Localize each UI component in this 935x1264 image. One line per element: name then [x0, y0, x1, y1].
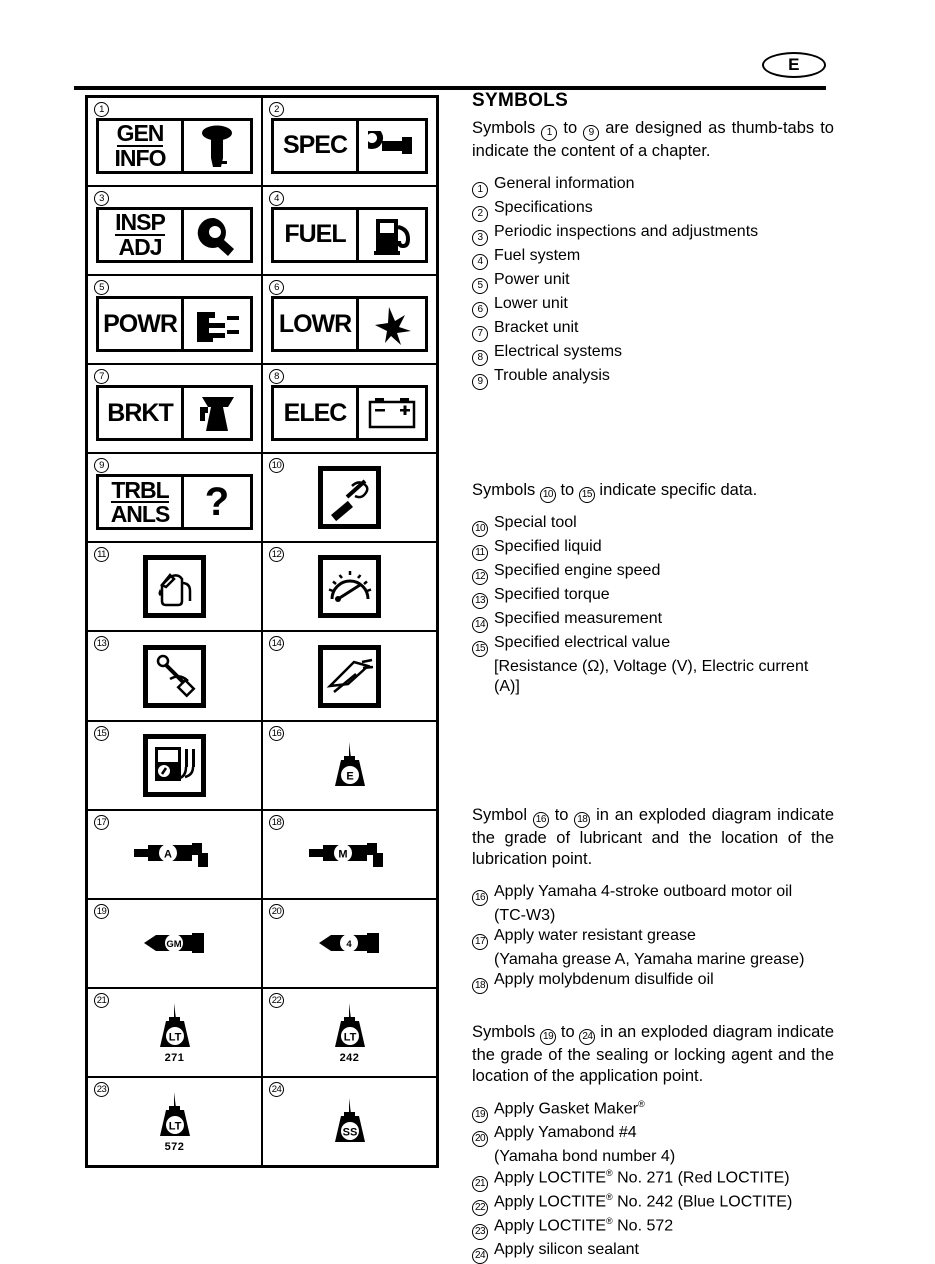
circled-number-1: 1: [541, 125, 557, 141]
thumb-tab-5[interactable]: [96, 296, 253, 352]
specific-data-symbol-list: [472, 513, 834, 657]
sealant-symbol-list: [472, 1099, 834, 1263]
symbol-grid-row: [88, 454, 436, 543]
list-label: Periodic inspections and adjustments: [494, 222, 759, 240]
intro-sealant-paragraph: [472, 1022, 834, 1087]
symbol-cell-number: 19: [94, 904, 109, 919]
symbol-cell-number: 11: [94, 547, 109, 562]
circled-number-21: 21: [472, 1176, 488, 1192]
intro-tail: are designed as thumb-tabs to indicate the content of a chapter.: [472, 119, 834, 160]
list-label: Apply Gasket Maker®: [494, 1099, 645, 1118]
list-marker: [472, 1099, 494, 1123]
thumb-tab-label: [274, 210, 359, 260]
chapter-symbol-list: [472, 174, 834, 390]
symbol-cell-number: 24: [269, 1082, 284, 1097]
list-label: Apply molybdenum disulfide oil: [494, 971, 714, 989]
torque-wrench-icon: [143, 645, 206, 708]
circled-number-15: 15: [472, 641, 488, 657]
circled-number-9: 9: [472, 374, 488, 390]
list-label: Trouble analysis: [494, 366, 610, 384]
chapter-symbol-item: [472, 246, 834, 270]
symbol-cell-number: 14: [269, 636, 284, 651]
chapter-symbol-item: [472, 318, 834, 342]
list-marker: [472, 294, 494, 318]
specific-lead: Symbols: [472, 480, 536, 499]
symbol-cell-3[interactable]: [88, 187, 263, 274]
circled-number-6: 6: [472, 302, 488, 318]
circled-number-1: 1: [472, 182, 488, 198]
list-label: Special tool: [494, 513, 577, 531]
electrical-value-note-line1: [Resistance (Ω), Voltage (V), Electric current: [494, 657, 809, 675]
sealant-symbol-item: [472, 1099, 834, 1123]
list-label: Fuel system: [494, 246, 581, 264]
circled-number-13: 13: [472, 593, 488, 609]
svg-text:SS: SS: [342, 1126, 357, 1139]
specific-data-symbol-item: [472, 633, 834, 657]
symbol-cell-number: 17: [94, 815, 109, 830]
symbol-cell-number: 15: [94, 726, 109, 741]
circled-number-19: 19: [540, 1029, 556, 1045]
circled-number-16: 16: [533, 812, 549, 828]
sealant-symbol-sub-label: (Yamaha bond number 4): [494, 1148, 676, 1166]
symbol-grid-row: [88, 276, 436, 365]
thumb-tab-8[interactable]: [271, 385, 428, 441]
svg-text:A: A: [163, 848, 172, 861]
intro-to-word: to: [563, 119, 578, 137]
list-marker: [472, 882, 494, 906]
chapter-symbol-item: [472, 174, 834, 198]
symbol-cell-number: 22: [269, 993, 284, 1008]
list-label: Electrical systems: [494, 342, 623, 360]
oil-can-icon: [143, 555, 206, 618]
circled-number-14: 14: [472, 617, 488, 633]
circled-number-18: 18: [472, 978, 488, 994]
outboard-motor-icon: [184, 121, 250, 171]
circled-number-10: 10: [472, 521, 488, 537]
symbol-cell-number: 9: [94, 458, 109, 473]
language-badge: [762, 52, 826, 78]
list-marker: [472, 633, 494, 657]
intro-chapters-paragraph: [472, 118, 834, 162]
micrometer-icon: [359, 121, 425, 171]
symbol-cell-number: 12: [269, 547, 284, 562]
list-marker: [472, 318, 494, 342]
thumb-tab-label: [274, 121, 359, 171]
intro-specific-data-paragraph: [472, 480, 834, 503]
bracket-icon: [184, 388, 250, 438]
symbol-cell-number: 2: [269, 102, 284, 117]
list-marker: [472, 1123, 494, 1147]
thumb-tab-label: [99, 388, 184, 438]
symbol-grid-row: [88, 989, 436, 1078]
thumb-tab-label-line: ANLS: [110, 500, 170, 527]
symbol-cell-24[interactable]: [263, 1078, 436, 1165]
lubricant-lead: Symbol: [472, 806, 528, 825]
thumb-tab-6[interactable]: [271, 296, 428, 352]
special-tool-icon: [318, 466, 381, 529]
symbol-cell-13[interactable]: [88, 632, 263, 719]
list-marker: [472, 513, 494, 537]
list-label: Lower unit: [494, 294, 568, 312]
symbol-grid-row: [88, 900, 436, 989]
thumb-tab-label-line: FUEL: [284, 220, 346, 249]
circled-number-12: 12: [472, 569, 488, 585]
lubricant-code-label: 572: [164, 1140, 185, 1153]
chapter-symbol-item: [472, 342, 834, 366]
list-marker: [472, 1240, 494, 1264]
symbol-cell-2[interactable]: [263, 98, 436, 185]
symbol-cell-number: 10: [269, 458, 284, 473]
symbol-cell-6[interactable]: [263, 276, 436, 363]
symbol-cell-22[interactable]: [263, 989, 436, 1076]
symbol-cell-number: 23: [94, 1082, 109, 1097]
symbol-cell-number: 4: [269, 191, 284, 206]
list-label: Apply water resistant grease: [494, 927, 696, 945]
grease-gun-icon: [307, 837, 393, 871]
list-marker: [472, 537, 494, 561]
registered-mark: ®: [606, 1167, 613, 1178]
lubricant-symbol-sub-label: (Yamaha grease A, Yamaha marine grease): [494, 951, 805, 969]
list-marker: [472, 198, 494, 222]
engine-icon: [184, 299, 250, 349]
language-badge-label: E: [788, 55, 800, 74]
specific-data-symbol-item: [472, 585, 834, 609]
thumb-tab-label-line: ADJ: [118, 233, 162, 260]
chapter-symbol-item: [472, 222, 834, 246]
lubricant-code-label: 271: [164, 1051, 185, 1064]
circled-number-23: 23: [472, 1224, 488, 1240]
oiler-bottle-icon: [327, 740, 373, 790]
symbol-grid-row: [88, 365, 436, 454]
svg-text:4: 4: [345, 939, 352, 951]
specific-data-symbol-item: [472, 537, 834, 561]
list-label: Apply Yamabond #4: [494, 1124, 637, 1142]
symbol-grid: [85, 95, 439, 1168]
list-marker: [472, 926, 494, 950]
symbol-grid-row: [88, 98, 436, 187]
lubricant-to-word: to: [554, 806, 569, 825]
list-label: General information: [494, 174, 635, 192]
lubricant-code-label: 242: [339, 1051, 360, 1064]
circled-number-9: 9: [583, 125, 599, 141]
loctite-bottle-icon: [327, 1001, 373, 1064]
registered-mark: ®: [606, 1215, 613, 1226]
thumb-tab-label: [274, 299, 359, 349]
sealant-symbol-item: [472, 1192, 834, 1216]
list-label: Apply LOCTITE® No. 572: [494, 1215, 674, 1234]
battery-icon: [359, 388, 425, 438]
lubricant-symbol-item: [472, 970, 834, 994]
thumb-tab-label-line: INSP: [115, 209, 165, 236]
chapter-symbol-item: [472, 270, 834, 294]
thumb-tab-label-line: INFO: [114, 144, 166, 171]
symbol-grid-row: [88, 722, 436, 811]
thumb-tab-1[interactable]: [96, 118, 253, 174]
list-label: Apply LOCTITE® No. 242 (Blue LOCTITE): [494, 1191, 793, 1210]
list-marker: [472, 174, 494, 198]
circled-number-2: 2: [472, 206, 488, 222]
list-marker: [472, 222, 494, 246]
list-marker: [472, 970, 494, 994]
wrench-icon: [184, 210, 250, 260]
svg-text:M: M: [337, 848, 348, 861]
loctite-bottle-icon: [152, 1001, 198, 1064]
list-label: Bracket unit: [494, 318, 579, 336]
symbol-cell-number: 13: [94, 636, 109, 651]
loctite-bottle-icon: [152, 1090, 198, 1153]
question-mark-icon: ?: [204, 479, 230, 524]
symbols-text-column: [472, 90, 834, 1264]
svg-text:LT: LT: [168, 1120, 181, 1133]
symbol-cell-17[interactable]: [88, 811, 263, 898]
symbol-cell-21[interactable]: [88, 989, 263, 1076]
lubricant-tail: in an exploded diagram indicate the grade of lubricant and the location of the lubrication point.: [472, 806, 835, 869]
thumb-tab-label-line: GEN: [116, 120, 164, 147]
specific-data-symbol-item: [472, 609, 834, 633]
page-title: SYMBOLS: [472, 90, 569, 111]
grease-gun-icon: [132, 837, 218, 871]
caliper-icon: [318, 645, 381, 708]
electrical-value-note-line2: (A)]: [494, 678, 520, 696]
symbol-cell-23[interactable]: [88, 1078, 263, 1165]
circled-number-5: 5: [472, 278, 488, 294]
thumb-tab-label: [274, 388, 359, 438]
list-marker: [472, 1216, 494, 1240]
circled-number-24: 24: [472, 1248, 488, 1264]
multimeter-icon: [143, 734, 206, 797]
symbol-cell-number: 21: [94, 993, 109, 1008]
circled-number-16: 16: [472, 890, 488, 906]
fuel-pump-icon: [359, 210, 425, 260]
symbol-grid-row: [88, 187, 436, 276]
symbol-cell-9[interactable]: [88, 454, 263, 541]
intro-lubricant-paragraph: [472, 805, 834, 870]
sealant-tube-icon: [140, 927, 210, 959]
circled-number-22: 22: [472, 1200, 488, 1216]
list-marker: [472, 1168, 494, 1192]
spacer: [472, 697, 834, 805]
list-marker: [472, 561, 494, 585]
symbol-cell-5[interactable]: [88, 276, 263, 363]
circled-number-4: 4: [472, 254, 488, 270]
symbol-cell-8[interactable]: [263, 365, 436, 452]
specific-data-symbol-item: [472, 561, 834, 585]
sealant-symbol-item: [472, 1123, 834, 1147]
circled-number-15: 15: [579, 487, 595, 503]
symbol-cell-number: 1: [94, 102, 109, 117]
symbol-cell-number: 3: [94, 191, 109, 206]
sealant-tube-icon: [315, 927, 385, 959]
thumb-tab-9[interactable]: [96, 474, 253, 530]
symbol-cell-number: 18: [269, 815, 284, 830]
thumb-tab-label-line: TRBL: [111, 476, 169, 503]
list-label: Specified engine speed: [494, 561, 661, 579]
symbol-cell-number: 6: [269, 280, 284, 295]
list-label: Apply LOCTITE® No. 271 (Red LOCTITE): [494, 1167, 790, 1186]
symbol-cell-15[interactable]: [88, 722, 263, 809]
circled-number-3: 3: [472, 230, 488, 246]
symbol-grid-row: [88, 1078, 436, 1165]
symbol-cell-20[interactable]: [263, 900, 436, 987]
symbol-cell-number: 20: [269, 904, 284, 919]
symbol-cell-14[interactable]: [263, 632, 436, 719]
sealant-symbol-item: [472, 1240, 834, 1264]
list-label: Specified measurement: [494, 609, 663, 627]
symbol-cell-7[interactable]: [88, 365, 263, 452]
list-marker: [472, 342, 494, 366]
thumb-tab-label-line: ELEC: [283, 398, 347, 427]
list-marker: [472, 366, 494, 390]
sealant-tail: in an exploded diagram indicate the grade of the sealing or locking agent and the location of the application point.: [472, 1023, 835, 1086]
lubricant-symbol-item: [472, 882, 834, 906]
chapter-symbol-item: [472, 294, 834, 318]
symbol-cell-number: 8: [269, 369, 284, 384]
list-marker: [472, 1192, 494, 1216]
svg-text:GM: GM: [165, 939, 182, 951]
circled-number-20: 20: [472, 1131, 488, 1147]
thumb-tab-label-line: POWR: [103, 309, 177, 338]
list-label: Specified electrical value: [494, 633, 671, 651]
circled-number-10: 10: [540, 487, 556, 503]
tachometer-icon: [318, 555, 381, 618]
thumb-tab-label: [99, 121, 184, 171]
thumb-tab-label: [99, 210, 184, 260]
symbol-cell-11[interactable]: [88, 543, 263, 630]
thumb-tab-label: [99, 299, 184, 349]
list-marker: [472, 585, 494, 609]
symbol-grid-row: [88, 811, 436, 900]
thumb-tab-label-line: LOWR: [278, 309, 352, 338]
thumb-tab-4[interactable]: [271, 207, 428, 263]
thumb-tab-3[interactable]: [96, 207, 253, 263]
symbol-cell-19[interactable]: [88, 900, 263, 987]
symbol-cell-number: 5: [94, 280, 109, 295]
symbol-cell-10[interactable]: [263, 454, 436, 541]
svg-text:LT: LT: [168, 1031, 181, 1044]
symbol-cell-number: 7: [94, 369, 109, 384]
list-label: Apply Yamaha 4-stroke outboard motor oil: [494, 883, 793, 901]
thumb-tab-label: [99, 477, 184, 527]
lubricant-symbol-item: [472, 926, 834, 950]
symbol-grid-row: [88, 543, 436, 632]
registered-mark: ®: [638, 1099, 645, 1110]
chapter-symbol-item: [472, 198, 834, 222]
list-marker: [472, 246, 494, 270]
list-marker: [472, 609, 494, 633]
specific-to-word: to: [560, 480, 575, 499]
intro-lead: Symbols: [472, 119, 536, 137]
thumb-tab-label-line: BRKT: [107, 398, 173, 427]
chapter-symbol-item: [472, 366, 834, 390]
list-label: Specifications: [494, 198, 593, 216]
lubricant-symbol-sub-label: (TC-W3): [494, 907, 556, 925]
symbol-cell-18[interactable]: [263, 811, 436, 898]
thumb-tab-2[interactable]: [271, 118, 428, 174]
symbol-cell-number: 16: [269, 726, 284, 741]
circled-number-7: 7: [472, 326, 488, 342]
sealant-bottle-icon: [327, 1096, 373, 1146]
thumb-tab-label-line: SPEC: [282, 131, 348, 160]
circled-number-11: 11: [472, 545, 488, 561]
sealant-lead: Symbols: [472, 1023, 536, 1042]
propeller-icon: [359, 299, 425, 349]
sealant-symbol-item: [472, 1216, 834, 1240]
list-marker: [472, 270, 494, 294]
spacer: [472, 418, 834, 480]
symbol-cell-1[interactable]: [88, 98, 263, 185]
sealant-symbol-item: [472, 1168, 834, 1192]
list-label: Specified liquid: [494, 537, 602, 555]
symbol-cell-16[interactable]: [263, 722, 436, 809]
specific-data-symbol-item: [472, 513, 834, 537]
svg-text:LT: LT: [343, 1031, 356, 1044]
registered-mark: ®: [606, 1191, 613, 1202]
symbol-cell-4[interactable]: [263, 187, 436, 274]
list-label: Power unit: [494, 270, 570, 288]
symbol-cell-12[interactable]: [263, 543, 436, 630]
symbol-grid-row: [88, 632, 436, 721]
circled-number-24: 24: [579, 1029, 595, 1045]
list-label: Apply silicon sealant: [494, 1240, 639, 1258]
svg-text:E: E: [345, 770, 354, 783]
sealant-to-word: to: [560, 1023, 575, 1042]
specific-tail: indicate specific data.: [599, 480, 758, 499]
lubricant-symbol-list: [472, 882, 834, 994]
list-label: Specified torque: [494, 585, 610, 603]
circled-number-17: 17: [472, 934, 488, 950]
circled-number-18: 18: [574, 812, 590, 828]
circled-number-8: 8: [472, 350, 488, 366]
circled-number-19: 19: [472, 1107, 488, 1123]
thumb-tab-7[interactable]: [96, 385, 253, 441]
